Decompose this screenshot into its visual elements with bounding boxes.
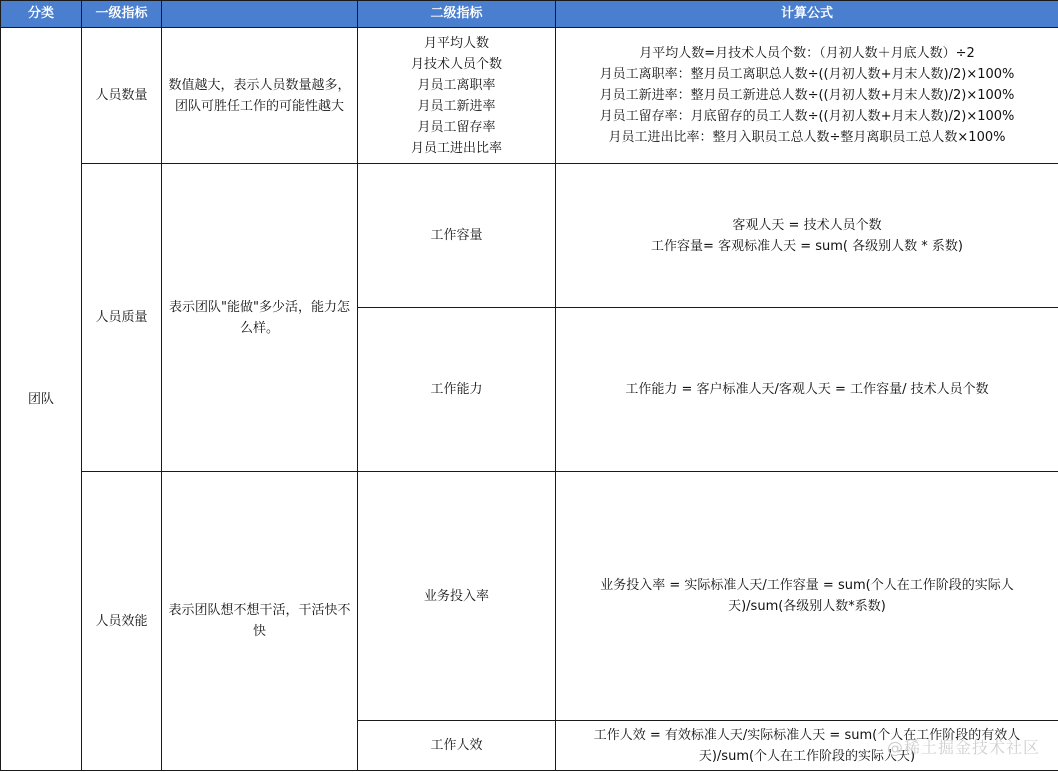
- formula-cell: [556, 164, 1058, 308]
- header-category: 分类: [1, 1, 82, 28]
- formula-line: 工作人效 = 有效标准人天/实际标准人天 = sum(个人在工作阶段的有效人: [593, 727, 1021, 743]
- header-row: [1, 1, 1058, 28]
- header-description: [162, 1, 358, 28]
- formula-line: 业务投入率 = 实际标准人天/工作容量 = sum(个人在工作阶段的实际人: [600, 578, 1014, 593]
- header-primary: 一级指标: [82, 1, 162, 28]
- header-formula: 计算公式: [556, 1, 1058, 28]
- secondary-cell: [358, 28, 556, 164]
- description-cell: 表示团队想不想干活，干活快不快: [162, 472, 358, 771]
- table-row: [1, 28, 1058, 164]
- formula-line: 工作能力 = 客户标准人天/客观人天 = 工作容量/ 技术人员个数: [625, 382, 989, 397]
- secondary-item: 月员工进出比率: [410, 140, 502, 156]
- watermark: @稀土掘金技术社区: [886, 738, 1040, 757]
- primary-cell: 人员数量: [82, 28, 162, 164]
- formula-line: 天)/sum(个人在工作阶段的实际人天): [698, 748, 916, 764]
- secondary-cell: 业务投入率: [358, 472, 556, 721]
- primary-cell: 人员效能: [82, 472, 162, 771]
- table-row: [1, 472, 1058, 721]
- secondary-item: 月技术人员个数: [410, 56, 502, 72]
- primary-cell: 人员质量: [82, 164, 162, 472]
- secondary-cell: 工作容量: [358, 164, 556, 308]
- secondary-item: 月员工新进率: [417, 98, 496, 114]
- formula-cell: [556, 308, 1058, 472]
- formula-line: 月员工进出比率：整月入职员工总人数÷整月离职员工总人数×100%: [608, 130, 1006, 145]
- formula-line: 客观人天 = 技术人员个数: [732, 217, 882, 233]
- formula-line: 月员工新进率：整月员工新进总人数÷((月初人数+月末人数)/2)×100%: [599, 88, 1015, 103]
- secondary-item: 月平均人数: [423, 35, 489, 51]
- category-cell: 团队: [1, 28, 82, 771]
- formula-line: 月员工离职率：整月员工离职总人数÷((月初人数+月末人数)/2)×100%: [599, 67, 1015, 82]
- formula-line: 月平均人数=月技术人员个数：（月初人数＋月底人数）÷2: [639, 46, 975, 61]
- formula-line: 天)/sum(各级别人数*系数): [728, 599, 886, 614]
- secondary-cell: 工作能力: [358, 308, 556, 472]
- secondary-cell: 工作人效: [358, 721, 556, 771]
- description-cell: 数值越大，表示人员数量越多，团队可胜任工作的可能性越大: [162, 28, 358, 164]
- table-row: [1, 164, 1058, 308]
- header-secondary: 二级指标: [358, 1, 556, 28]
- secondary-item: 月员工留存率: [417, 119, 496, 135]
- secondary-item: 月员工离职率: [417, 77, 496, 93]
- description-cell: 表示团队"能做"多少活，能力怎么样。: [162, 164, 358, 472]
- formula-line: 工作容量= 客观标准人天 = sum( 各级别人数 * 系数): [651, 238, 963, 254]
- formula-line: 月员工留存率：月底留存的员工人数÷((月初人数+月末人数)/2)×100%: [599, 109, 1015, 124]
- formula-cell: [556, 472, 1058, 721]
- formula-cell: [556, 28, 1058, 164]
